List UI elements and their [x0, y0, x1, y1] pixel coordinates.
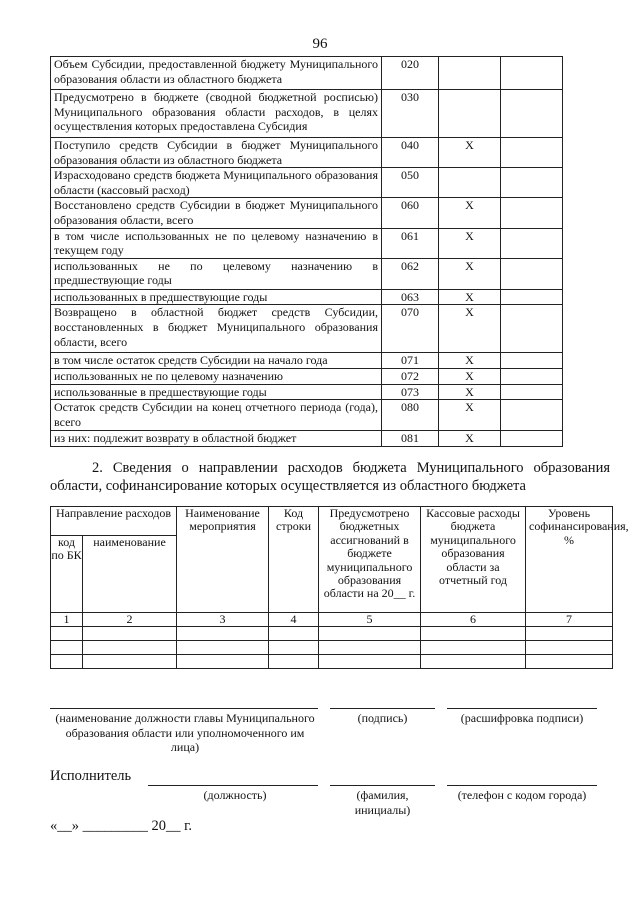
expenses-direction-table [50, 506, 629, 669]
value-cell[interactable] [439, 168, 501, 198]
head-position-line[interactable] [50, 708, 318, 709]
value-cell[interactable]: X [439, 228, 501, 258]
value-cell[interactable] [439, 90, 501, 138]
header-row-code: Код строки [269, 507, 319, 613]
row-label: из них: подлежит возврату в областной бюджет [51, 431, 382, 447]
table-row [51, 353, 563, 369]
row-code: 030 [382, 90, 439, 138]
position-label: (должность) [203, 788, 267, 802]
value-cell[interactable]: X [439, 384, 501, 400]
header-cash: Кассовые расходы бюджета муниципального образования области за отчетный год [421, 507, 526, 613]
value-cell[interactable] [501, 431, 563, 447]
col-num: 3 [177, 613, 269, 627]
executor-phone-line[interactable] [447, 785, 597, 786]
value-cell[interactable]: X [439, 400, 501, 431]
value-cell[interactable]: X [439, 289, 501, 305]
executor-position-line[interactable] [148, 785, 318, 786]
table-row [51, 368, 563, 384]
table-row [51, 198, 563, 228]
value-cell[interactable] [501, 228, 563, 258]
value-cell[interactable] [439, 57, 501, 90]
row-label: использованных в предшествующие годы [51, 289, 382, 305]
empty-row [51, 627, 613, 641]
executor-label: Исполнитель [50, 768, 132, 784]
col-num: 2 [83, 613, 177, 627]
row-code: 073 [382, 384, 439, 400]
header-event: Наименование мероприятия [177, 507, 269, 613]
row-code: 081 [382, 431, 439, 447]
table-row [51, 305, 563, 353]
row-code: 050 [382, 168, 439, 198]
column-numbers-row [51, 613, 613, 627]
signature-decode-label: (расшифровка подписи) [460, 711, 584, 725]
row-code: 070 [382, 305, 439, 353]
col-num: 6 [421, 613, 526, 627]
row-label: Возвращено в областной бюджет средств Субсидии, восстановленных в бюджет Муниципального образования области, всего [51, 305, 382, 353]
value-cell[interactable] [501, 368, 563, 384]
row-code: 060 [382, 198, 439, 228]
value-cell[interactable] [501, 198, 563, 228]
row-label: Остаток средств Субсидии на конец отчетного периода (года), всего [51, 400, 382, 431]
row-label: Предусмотрено в бюджете (сводной бюджетной росписью) Муниципального образования области расходов, в целях осуществления которых предоставлена Субсидия [51, 90, 382, 138]
row-code: 062 [382, 258, 439, 289]
row-code: 040 [382, 138, 439, 168]
header-code-bk: код по БК [51, 536, 83, 613]
table-row [51, 400, 563, 431]
header-name: наименование [83, 536, 177, 613]
value-cell[interactable] [501, 353, 563, 369]
col-num: 5 [319, 613, 421, 627]
value-cell[interactable]: X [439, 258, 501, 289]
table-row [51, 138, 563, 168]
value-cell[interactable] [501, 400, 563, 431]
value-cell[interactable]: X [439, 198, 501, 228]
signature-label: (подпись) [357, 711, 408, 725]
empty-row [51, 655, 613, 669]
row-label: использованных не по целевому назначению в предшествующие годы [51, 258, 382, 289]
header-planned: Предусмотрено бюджетных ассигнований в бюджете муниципального образования области на 20__ г. [319, 507, 421, 613]
head-position-label: (наименование должности главы Муниципального образования области или уполномоченного им лица) [55, 711, 315, 754]
signature-decode-line[interactable] [447, 708, 597, 709]
row-label: Объем Субсидии, предоставленной бюджету Муниципального образования области из областного бюджета [51, 57, 382, 90]
subsidy-report-table [50, 56, 563, 447]
row-code: 071 [382, 353, 439, 369]
signature-line[interactable] [330, 708, 435, 709]
value-cell[interactable] [501, 90, 563, 138]
row-code: 061 [382, 228, 439, 258]
table-row [51, 90, 563, 138]
section-2-heading: 2. Сведения о направлении расходов бюджета Муниципального образования области, софинансирование которых осуществляется из областного бюджета [50, 460, 610, 494]
value-cell[interactable] [501, 384, 563, 400]
row-label: в том числе остаток средств Субсидии на начало года [51, 353, 382, 369]
value-cell[interactable]: X [439, 138, 501, 168]
value-cell[interactable]: X [439, 368, 501, 384]
table-row [51, 228, 563, 258]
row-label: использованных не по целевому назначению [51, 368, 382, 384]
col-num: 1 [51, 613, 83, 627]
col-num: 4 [269, 613, 319, 627]
row-label: в том числе использованных не по целевому назначению в текущем году [51, 228, 382, 258]
table-row [51, 168, 563, 198]
col-num: 7 [526, 613, 613, 627]
row-code: 063 [382, 289, 439, 305]
row-label: использованные в предшествующие годы [51, 384, 382, 400]
header-direction: Направление расходов [51, 507, 177, 536]
page-number: 96 [312, 36, 328, 52]
value-cell[interactable] [501, 168, 563, 198]
table-row [51, 289, 563, 305]
value-cell[interactable] [501, 57, 563, 90]
header-level: Уровень софинансирования, % [526, 507, 613, 613]
value-cell[interactable] [501, 258, 563, 289]
row-label: Восстановлено средств Субсидии в бюджет Муниципального образования области, всего [51, 198, 382, 228]
date-field[interactable]: «__» _________ 20__ г. [50, 818, 193, 834]
value-cell[interactable] [501, 138, 563, 168]
value-cell[interactable]: X [439, 353, 501, 369]
name-label: (фамилия, инициалы) [354, 788, 411, 817]
table-row [51, 258, 563, 289]
value-cell[interactable]: X [439, 431, 501, 447]
row-code: 080 [382, 400, 439, 431]
table-row [51, 431, 563, 447]
phone-label: (телефон с кодом города) [457, 788, 587, 802]
value-cell[interactable]: X [439, 305, 501, 353]
empty-row [51, 641, 613, 655]
table-row [51, 57, 563, 90]
row-label: Поступило средств Субсидии в бюджет Муниципального образования области из областного бюджета [51, 138, 382, 168]
row-label: Израсходовано средств бюджета Муниципального образования области (кассовый расход) [51, 168, 382, 198]
value-cell[interactable] [501, 289, 563, 305]
value-cell[interactable] [501, 305, 563, 353]
table-row [51, 384, 563, 400]
executor-name-line[interactable] [330, 785, 435, 786]
row-code: 072 [382, 368, 439, 384]
row-code: 020 [382, 57, 439, 90]
